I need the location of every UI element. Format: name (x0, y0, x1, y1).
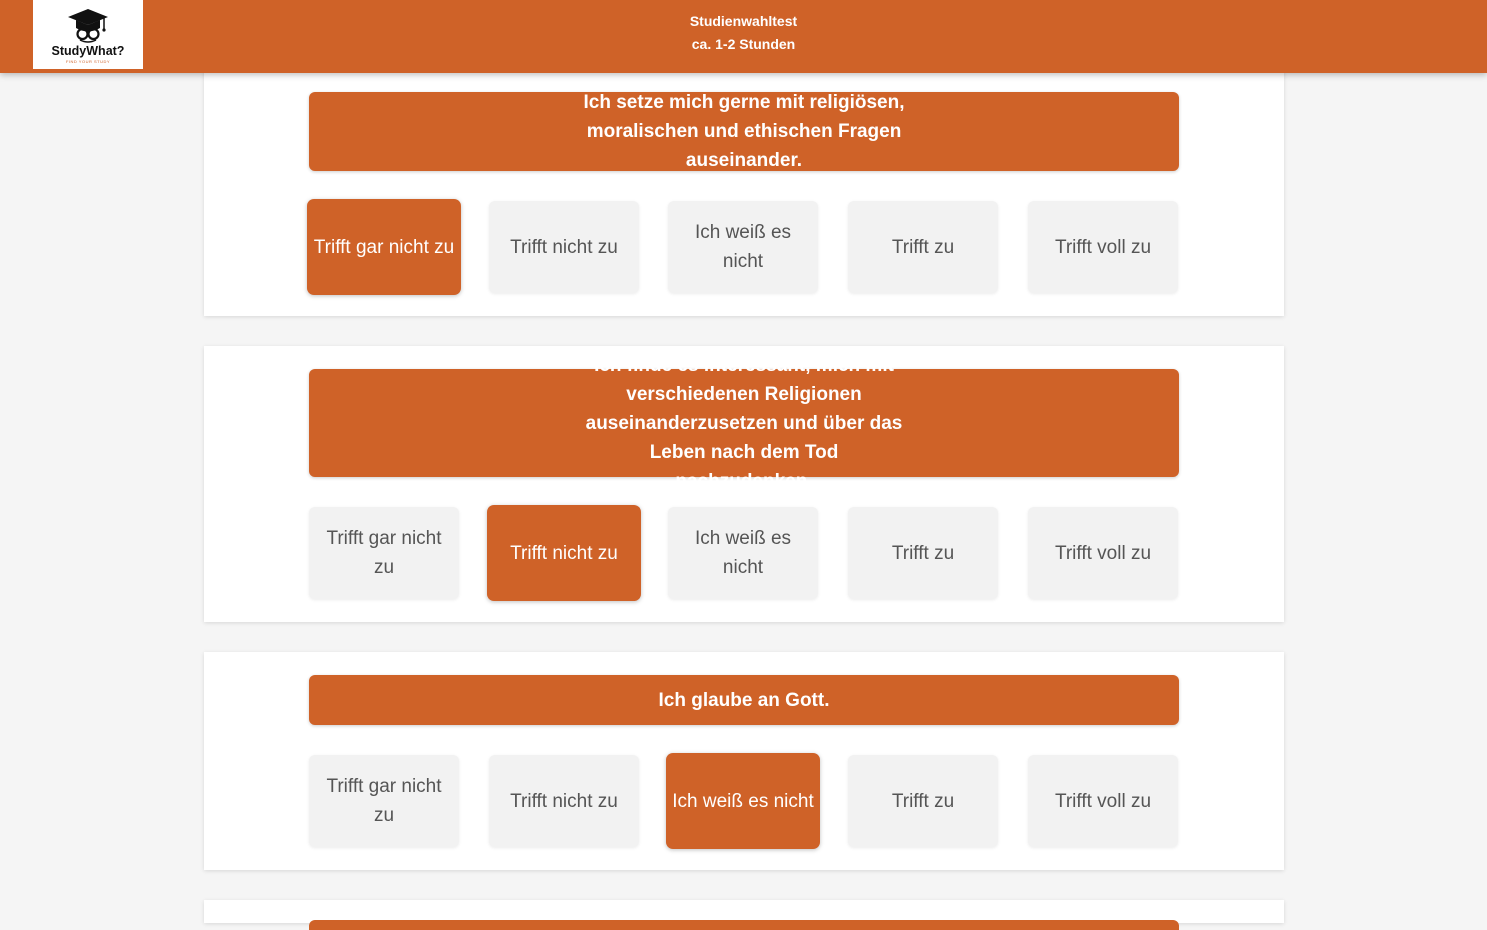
question-text-3: Ich glaube an Gott. (309, 675, 1179, 725)
option-trifft-voll-zu[interactable]: Trifft voll zu (1028, 755, 1178, 847)
test-title: Studienwahltest (689, 13, 798, 29)
option-trifft-zu[interactable]: Trifft zu (848, 507, 998, 599)
option-trifft-gar-nicht-zu[interactable]: Trifft gar nicht zu (309, 507, 459, 599)
logo-text: StudyWhat? (51, 44, 125, 58)
option-ich-weiss-es-nicht[interactable]: Ich weiß es nicht (668, 201, 818, 293)
option-trifft-voll-zu[interactable]: Trifft voll zu (1028, 201, 1178, 293)
test-duration: ca. 1-2 Stunden (691, 36, 796, 52)
question-text-2: Ich finde es interessant, mich mit verschiedenen Religionen auseinanderzusetzen und über das Leben nach dem Tod nachzudenken. (309, 369, 1179, 477)
option-trifft-zu[interactable]: Trifft zu (848, 201, 998, 293)
question-card-4 (204, 900, 1284, 923)
question-card-2 (204, 346, 1284, 622)
question-card-3 (204, 652, 1284, 870)
option-trifft-gar-nicht-zu[interactable]: Trifft gar nicht zu (307, 199, 461, 295)
question-card-1 (204, 60, 1284, 316)
option-trifft-zu[interactable]: Trifft zu (848, 755, 998, 847)
top-bar (0, 0, 1487, 73)
option-ich-weiss-es-nicht[interactable]: Ich weiß es nicht (668, 507, 818, 599)
question-text-1: Ich setze mich gerne mit religiösen, moralischen und ethischen Fragen auseinander. (309, 92, 1179, 171)
option-trifft-voll-zu[interactable]: Trifft voll zu (1028, 507, 1178, 599)
logo-subtitle: FIND YOUR STUDY (65, 59, 111, 64)
option-trifft-gar-nicht-zu[interactable]: Trifft gar nicht zu (309, 755, 459, 847)
option-trifft-nicht-zu[interactable]: Trifft nicht zu (489, 201, 639, 293)
option-trifft-nicht-zu[interactable]: Trifft nicht zu (487, 505, 641, 601)
option-ich-weiss-es-nicht[interactable]: Ich weiß es nicht (666, 753, 820, 849)
page-title (0, 10, 1487, 56)
question-bar-4 (309, 920, 1179, 930)
option-trifft-nicht-zu[interactable]: Trifft nicht zu (489, 755, 639, 847)
